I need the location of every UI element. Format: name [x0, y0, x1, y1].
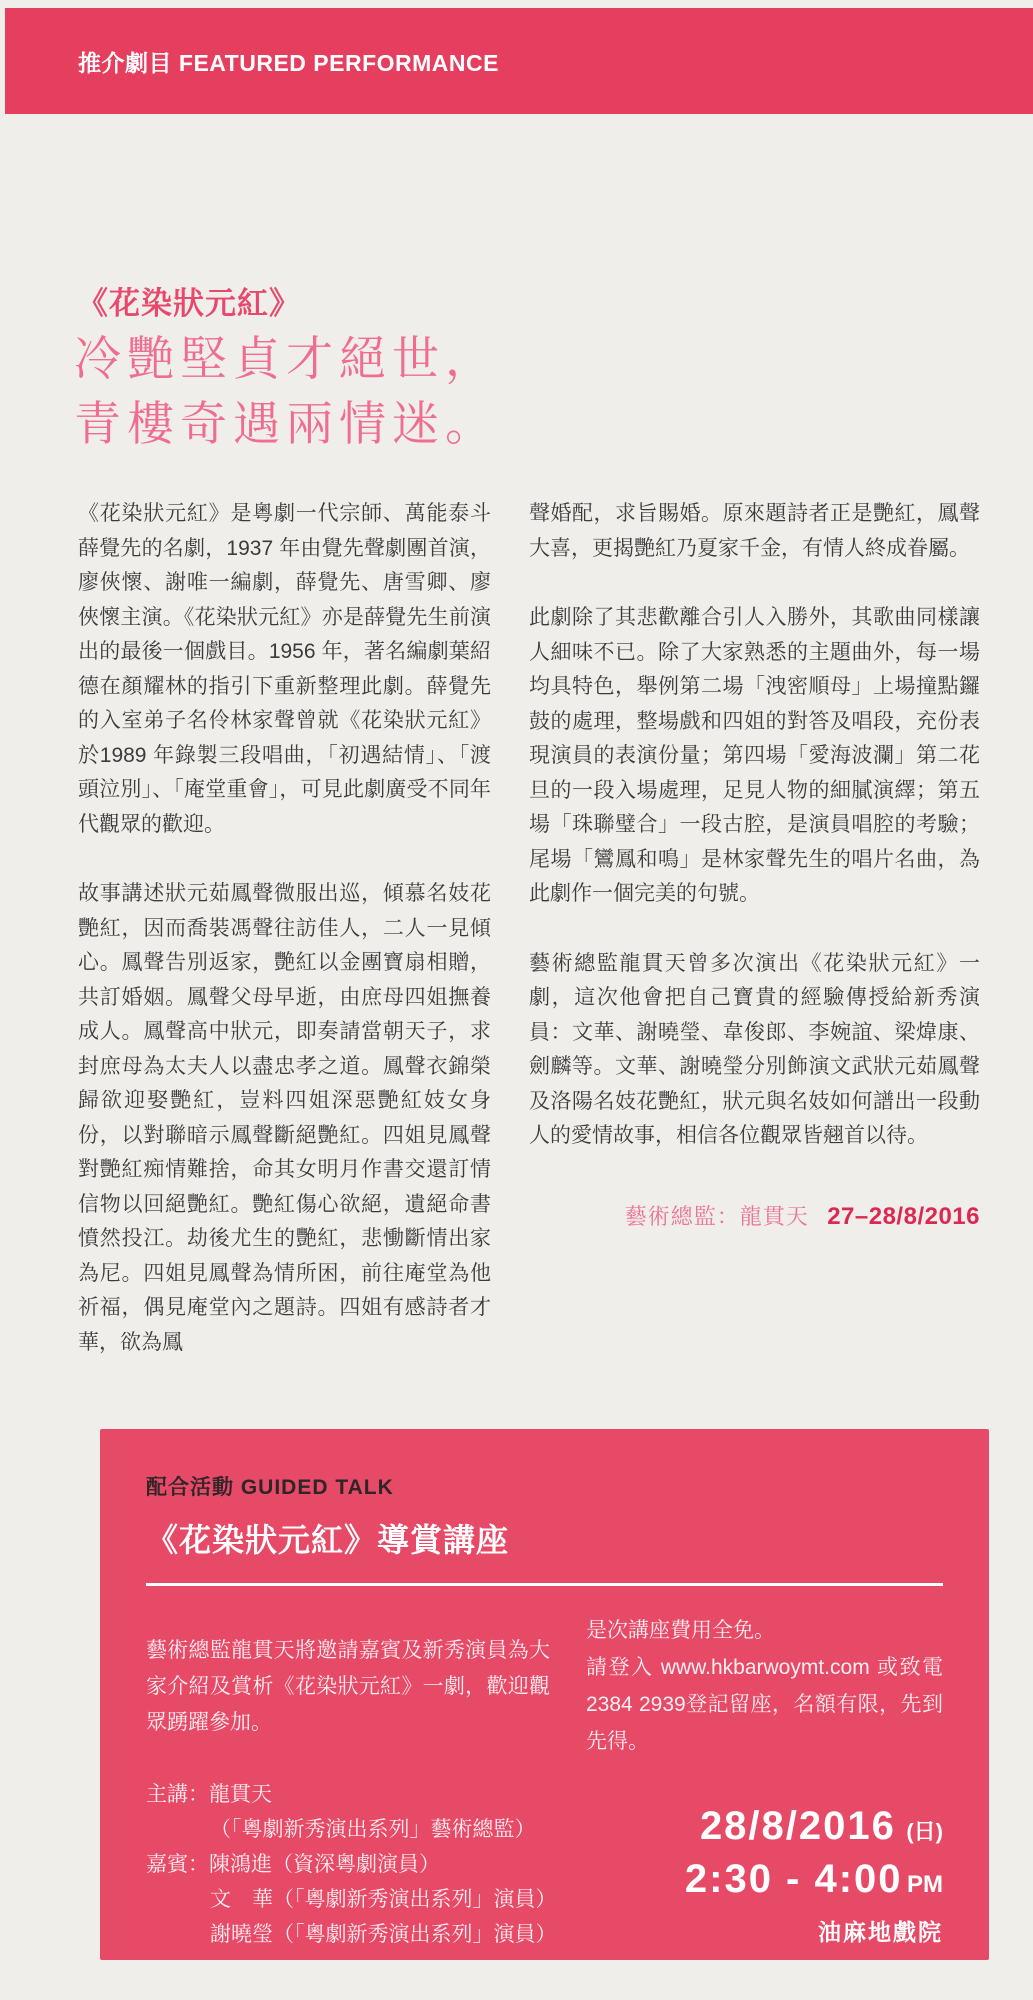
artistic-director-credit: 藝術總監：龍貫天: [624, 1203, 809, 1229]
right-paragraph-1: 聲婚配，求旨賜婚。原來題詩者正是艷紅，鳳聲大喜，更揭艷紅乃夏家千金，有情人終成眷屬。: [529, 502, 980, 560]
left-paragraph-2: 故事講述狀元茹鳳聲微服出巡，傾慕名妓花艷紅，因而喬裝馮聲往訪佳人，二人一見傾心。鳳聲告別返家，艷紅以金團寶扇相贈，共訂婚姻。鳳聲父母早逝，由庶母四姐撫養成人。鳳聲高中狀元，即奏請當朝天子，求封庶母為太夫人以盡忠孝之道。鳳聲衣錦榮歸欲迎娶艷紅，豈料四姐深惡艷紅妓女身份，以對聯暗示鳳聲斷絕艷紅。四姐見鳳聲對艷紅痴情難捨，命其女明月作書交還訂情信物以回絕艷紅。艷紅傷心欲絕，遺絕命書憤然投江。劫後尤生的艷紅，悲慟斷情出家為尼。四姐見鳳聲為情所困，前往庵堂為他祈福，偶見庵堂內之題詩。四姐有感詩者才華，欲為鳳: [78, 882, 491, 1354]
registration-note: 請登入 www.hkbarwoymt.com 或致電 2384 2939登記留座，名額有限，先到先得。: [586, 1656, 943, 1753]
guided-talk-box: [100, 1429, 989, 1960]
event-venue: 油麻地戲院: [818, 1919, 943, 1945]
tagline-line-1: 冷艷堅貞才絕世，: [74, 332, 498, 385]
article-body: [78, 497, 980, 1395]
guided-talk-right-column: [586, 1612, 943, 1952]
event-time: 2:30 - 4:00: [684, 1857, 903, 1901]
event-datetime: [586, 1804, 943, 1947]
show-title: 《花染狀元紅》: [77, 286, 301, 321]
guided-talk-body: [146, 1612, 943, 1952]
guided-talk-title: 《花染狀元紅》導賞講座: [146, 1522, 510, 1558]
guided-talk-intro: 藝術總監龍貫天將邀請嘉賓及新秀演員為大家介紹及賞析《花染狀元紅》一劇，歡迎觀眾踴躍參加。: [146, 1639, 550, 1734]
featured-performance-banner: [5, 8, 1033, 114]
speaker-host-role: （「粵劇新秀演出系列」藝術總監）: [210, 1818, 536, 1841]
right-column: [529, 497, 980, 1395]
speaker-guest-2: 文 華（「粵劇新秀演出系列」演員）: [210, 1888, 557, 1911]
right-paragraph-2: 此劇除了其悲歡離合引人入勝外，其歌曲同樣讓人細味不已。除了大家熟悉的主題曲外，每一場均具特色，舉例第二場「洩密順母」上場撞點鑼鼓的處理，整場戲和四姐的對答及唱段，充份表現演員的表演份量；第四場「愛海波瀾」第二花旦的一段入場處理，足見人物的細膩演繹；第五場「珠聯璧合」一段古腔，是演員唱腔的考驗；尾場「鸞鳳和鳴」是林家聲先生的唱片名曲，為此劇作一個完美的句號。: [529, 606, 980, 905]
tagline-line-2: 青樓奇遇兩情迷。: [74, 397, 498, 450]
right-paragraph-3: 藝術總監龍貫天曾多次演出《花染狀元紅》一劇，這次他會把自己寶貴的經驗傳授給新秀演員：文華、謝曉瑩、韋俊郎、李婉誼、梁煒康、劍麟等。文華、謝曉瑩分別飾演文武狀元茹鳳聲及洛陽名妓花艷紅，狀元與名妓如何譜出一段動人的愛情故事，相信各位觀眾皆翹首以待。: [529, 951, 980, 1147]
fee-note: 是次講座費用全免。: [586, 1619, 775, 1642]
event-date-line: [586, 1804, 943, 1849]
performance-dates: 27–28/8/2016: [827, 1202, 980, 1230]
guided-talk-left-column: [146, 1612, 557, 1952]
speaker-list: [146, 1777, 557, 1952]
divider-rule: [146, 1583, 943, 1586]
left-column: [78, 497, 491, 1395]
speaker-guest-1: 嘉賓：陳鴻進（資深粵劇演員）: [146, 1853, 440, 1876]
section-heading: 推介劇目 FEATURED PERFORMANCE: [78, 49, 499, 76]
event-time-suffix: PM: [907, 1871, 943, 1898]
guided-talk-eyebrow: 配合活動 GUIDED TALK: [146, 1476, 394, 1499]
event-time-line: [586, 1857, 943, 1902]
event-date: 28/8/2016: [699, 1804, 896, 1848]
speaker-host: 主講：龍貫天: [146, 1783, 272, 1806]
credit-line: [529, 1200, 980, 1231]
event-weekday: (日): [906, 1819, 943, 1844]
show-tagline: [74, 326, 498, 456]
left-paragraph-1: 《花染狀元紅》是粵劇一代宗師、萬能泰斗薛覺先的名劇，1937 年由覺先聲劇團首演，廖俠懷、謝唯一編劇，薛覺先、唐雪卿、廖俠懷主演。《花染狀元紅》亦是薛覺先生前演出的最後一個戲目。1956 年，著名編劇葉紹德在顏耀林的指引下重新整理此劇。薛覺先的入室弟子名伶林家聲曾就《花染狀元紅》於1989 年錄製三段唱曲，「初遇結情」、「渡頭泣別」、「庵堂重會」，可見此劇廣受不同年代觀眾的歡迎。: [78, 502, 491, 836]
speaker-guest-3: 謝曉瑩（「粵劇新秀演出系列」演員）: [210, 1923, 557, 1946]
